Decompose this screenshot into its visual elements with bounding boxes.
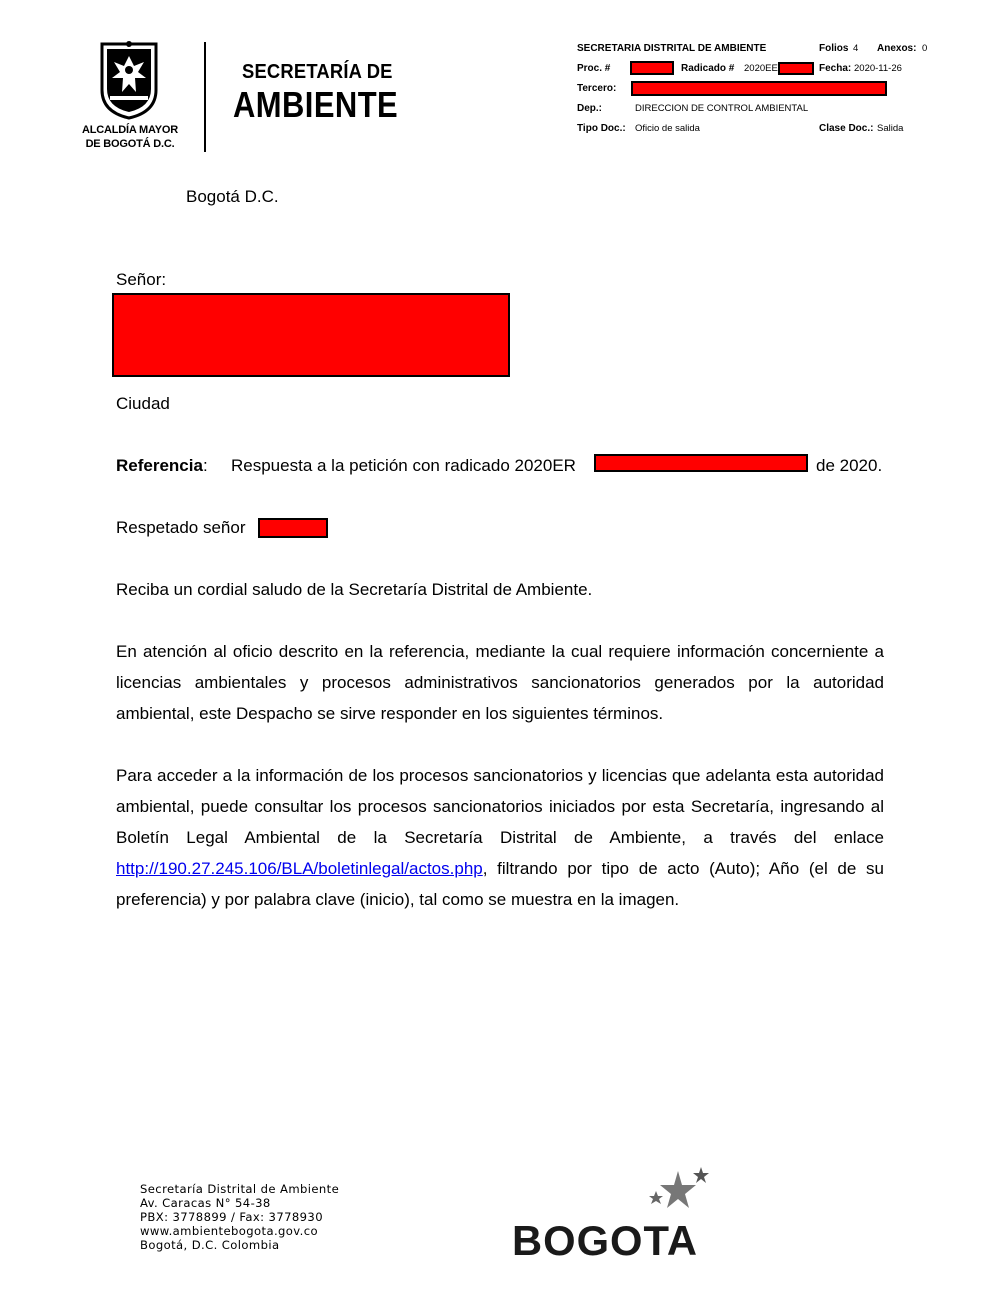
ambiente-label: AMBIENTE (233, 84, 399, 125)
paragraph-1: En atención al oficio descrito en la referencia, mediante la cual requiere información concerniente a licencias ambientales y procesos administrativos sancionatorios generados por la autoridad ambiental, este Despacho se sirve responder en los siguientes términos. (116, 642, 884, 723)
dep-value: DIRECCION DE CONTROL AMBIENTAL (635, 103, 809, 114)
footer-address (140, 1182, 339, 1252)
folios-label: Folios (819, 43, 849, 54)
anexos-value: 0 (922, 43, 928, 54)
fecha-value: 2020-11-26 (854, 63, 902, 74)
tercero-redaction (631, 81, 887, 96)
bogota-logo-text: BOGOTA (512, 1217, 698, 1264)
bogota-city-logo (510, 1165, 710, 1270)
reference-text: Respuesta a la petición con radicado 2020ER (231, 456, 576, 475)
proc-label: Proc. # (577, 63, 611, 74)
fecha-label: Fecha: (819, 63, 852, 74)
tipo-doc-value: Oficio de salida (635, 123, 700, 134)
tercero-label: Tercero: (577, 83, 617, 94)
dep-label: Dep.: (577, 103, 602, 114)
reference-suffix: de 2020. (816, 456, 883, 475)
radicado-value: 2020EE (744, 63, 778, 74)
radicado-entity: SECRETARIA DISTRITAL DE AMBIENTE (577, 43, 767, 54)
reference-line (116, 450, 208, 481)
tipo-doc-label: Tipo Doc.: (577, 123, 626, 134)
footer-line-1: Secretaría Distrital de Ambiente (140, 1182, 340, 1196)
paragraph-2-start: Para acceder a la información de los procesos sancionatorios y licencias que adelanta esta autoridad ambiental, puede consultar los procesos sancionatorios iniciados por esta Secretaría, ingresando al Boletín Legal Ambiental de la Secretaría Distrital de Ambiente, a través del enlace (116, 766, 884, 847)
reference-colon: : (202, 456, 208, 475)
salutation-title: Señor: (116, 270, 167, 289)
secretaria-label: SECRETARÍA DE (242, 61, 393, 83)
paragraph-2-end: , filtrando por tipo de acto (Auto); Año (el de su preferencia) y por palabra clave (inicio), tal como se muestra en la imagen. (116, 859, 884, 909)
city-line: Ciudad (116, 394, 170, 413)
intro-line: Reciba un cordial saludo de la Secretaría Distrital de Ambiente. (116, 580, 593, 599)
city-date: Bogotá D.C. (186, 187, 279, 206)
reference-label: Referencia (116, 456, 203, 475)
reference-redaction (594, 454, 808, 472)
greeting: Respetado señor (116, 518, 246, 537)
star-large-icon (660, 1171, 696, 1208)
paragraph-2 (116, 760, 884, 915)
star-medium-icon (693, 1167, 709, 1183)
proc-redaction (630, 61, 674, 75)
clase-doc-value: Salida (877, 123, 904, 134)
boletin-legal-link[interactable]: http://190.27.245.106/BLA/boletinlegal/actos.php (116, 859, 483, 878)
folios-value: 4 (853, 43, 859, 54)
footer-line-3: PBX: 3778899 / Fax: 3778930 (140, 1210, 323, 1224)
footer-line-5: Bogotá, D.C. Colombia (140, 1238, 280, 1252)
alcaldia-line2: DE BOGOTÁ D.C. (85, 138, 175, 150)
anexos-label: Anexos: (877, 43, 917, 54)
footer-line-4: www.ambientebogota.gov.co (140, 1224, 319, 1238)
header-divider (204, 42, 206, 152)
alcaldia-line1: ALCALDÍA MAYOR (82, 124, 178, 136)
clase-doc-label: Clase Doc.: (819, 123, 874, 134)
radicado-redaction (778, 62, 814, 75)
radicado-label: Radicado # (681, 63, 735, 74)
bogota-coat-of-arms-icon (98, 40, 160, 120)
recipient-redaction (112, 293, 510, 377)
greeting-redaction (258, 518, 328, 538)
alcaldia-label (78, 123, 182, 151)
star-small-icon (649, 1191, 663, 1204)
footer-line-2: Av. Caracas N° 54-38 (140, 1196, 271, 1210)
